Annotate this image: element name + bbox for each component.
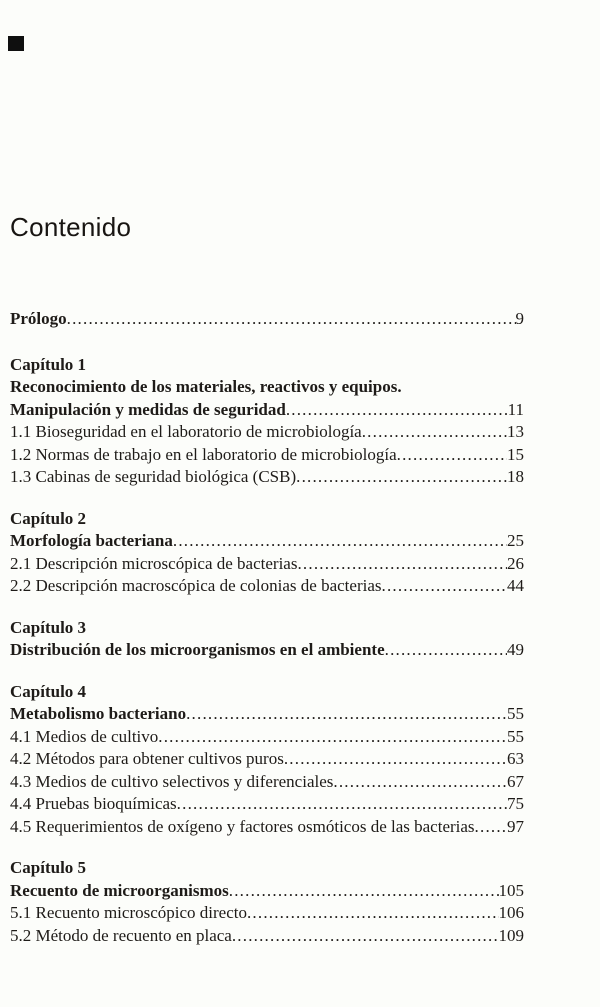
chapter-heading [10,617,524,640]
page-number: 49 [507,640,524,659]
page-number: 13 [507,422,524,441]
dot-leader [382,575,508,598]
dot-leader [173,530,507,553]
chapter-subtitle [10,376,524,399]
page-number: 26 [507,553,524,573]
chapter-heading [10,508,524,531]
page-number: 63 [507,749,524,768]
dot-leader [67,308,516,331]
page-number: 25 [507,531,524,550]
dot-leader [475,816,507,839]
dot-leader [158,726,507,749]
chapter-title-row [10,880,524,903]
chapter-heading-label: Capítulo 3 [10,617,87,637]
chapter-title-row [10,703,524,726]
section-row [10,466,524,489]
chapter-title-label: Recuento de microorganismos [10,880,229,900]
section-label: 1.1 Bioseguridad en el laboratorio de microbiología [10,422,362,441]
section-row [10,726,524,749]
section-label: 4.2 Métodos para obtener cultivos puros [10,749,284,768]
section-row [10,444,524,467]
section-label: 4.5 Requerimientos de oxígeno y factores osmóticos de las bacterias [10,816,475,836]
table-of-contents [10,308,524,947]
chapter-title-row [10,399,524,422]
page-number: 106 [498,903,524,922]
chapter-title-label: Manipulación y medidas de seguridad [10,399,286,419]
section-row [10,748,524,771]
page-number: 109 [498,925,524,945]
chapter-subtitle-label: Reconocimiento de los materiales, reactivos y equipos. [10,377,402,396]
dot-leader [286,399,508,422]
section-row [10,421,524,444]
page-number: 97 [507,816,524,836]
chapter-heading-label: Capítulo 5 [10,858,87,877]
page-number: 75 [507,794,524,813]
section-row [10,925,524,948]
dot-leader [397,444,507,467]
section-row [10,793,524,816]
section-row [10,771,524,794]
section-label: 5.2 Método de recuento en placa [10,925,232,945]
chapter-heading [10,354,524,377]
dot-leader [247,902,499,925]
page-number: 15 [507,444,524,464]
chapter-block-2 [10,508,524,598]
section-label: 4.3 Medios de cultivo selectivos y diferenciales [10,771,334,791]
dot-leader [296,466,507,489]
chapter-title-label: Metabolismo bacteriano [10,704,187,723]
page-number: 67 [507,771,524,791]
page-number: 9 [515,309,524,328]
dot-leader [284,748,507,771]
chapter-block-5 [10,857,524,947]
toc-row-prologue [10,308,524,331]
page-number: 44 [507,576,524,595]
chapter-heading-label: Capítulo 2 [10,508,87,528]
section-row [10,575,524,598]
page-title: Contenido [10,212,132,242]
chapter-heading-label: Capítulo 1 [10,354,87,374]
section-label: 1.3 Cabinas de seguridad biológica (CSB) [10,467,297,486]
chapter-title-row [10,530,524,553]
dot-leader [186,703,507,726]
page-number: 55 [507,704,524,723]
section-label: 4.1 Medios de cultivo [10,726,159,746]
section-label: 5.1 Recuento microscópico directo [10,903,247,922]
dot-leader [385,639,507,662]
section-label: 1.2 Normas de trabajo en el laboratorio de microbiología [10,444,397,464]
page-number: 11 [507,399,524,419]
section-row [10,902,524,925]
toc-page [10,0,524,947]
section-label: 2.2 Descripción macroscópica de colonias de bacterias [10,576,382,595]
chapter-heading-label: Capítulo 4 [10,681,87,701]
chapter-title-label: Distribución de los microorganismos en el ambiente [10,640,385,659]
chapter-block-4 [10,681,524,839]
chapter-title-label: Morfología bacteriana [10,531,173,550]
dot-leader [232,925,499,948]
page-number: 55 [507,726,524,746]
section-row [10,553,524,576]
dot-leader [362,421,507,444]
dot-leader [177,793,507,816]
page-number: 105 [498,880,524,900]
dot-leader [333,771,507,794]
dot-leader [297,553,507,576]
section-label: 4.4 Pruebas bioquímicas [10,794,177,813]
chapter-heading [10,857,524,880]
section-row [10,816,524,839]
chapter-block-1 [10,354,524,489]
chapter-heading [10,681,524,704]
chapter-block-3 [10,617,524,662]
dot-leader [229,880,499,903]
page-number: 18 [507,467,524,486]
chapter-title-row [10,639,524,662]
section-label: 2.1 Descripción microscópica de bacterias [10,553,298,573]
prologue-label: Prólogo [10,309,67,328]
